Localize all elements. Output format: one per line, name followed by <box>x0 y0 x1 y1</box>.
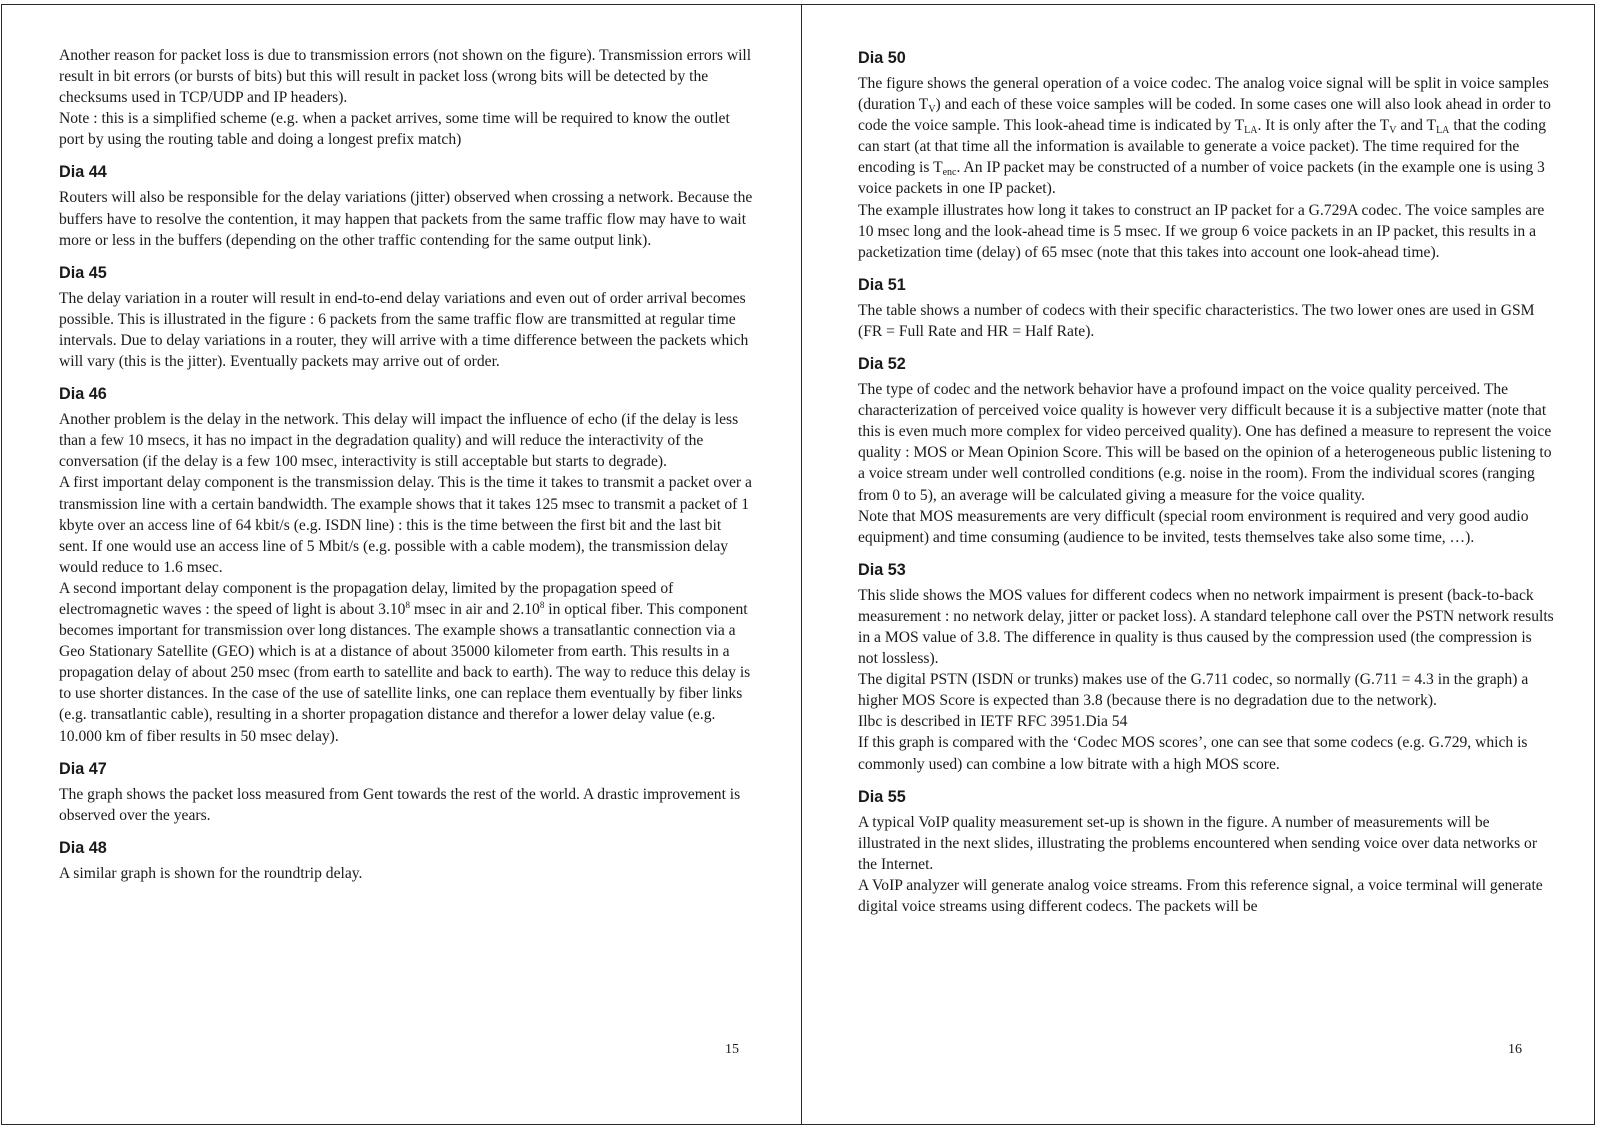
heading-dia-45: Dia 45 <box>59 263 107 282</box>
heading-dia-51: Dia 51 <box>858 275 906 294</box>
paragraph: Another problem is the delay in the network. This delay will impact the influence of echo (if the delay is less than a few 10 msecs, it has no impact in the degradation quality) and will reduce the interactivity of the conversation (if the delay is a few 100 msec, interactivity is still acceptable but starts to degrade). <box>59 411 739 471</box>
superscript: 8 <box>539 599 545 610</box>
paragraph: A typical VoIP quality measurement set-up is shown in the figure. A number of measurements will be illustrated in the next slides, illustrating the problems encountered when sending voice over data networks or the Internet. <box>858 813 1538 873</box>
heading-dia-47: Dia 47 <box>59 759 107 778</box>
subscript: V <box>928 104 936 116</box>
section-dia-55 <box>858 787 1554 917</box>
heading-dia-55: Dia 55 <box>858 787 906 806</box>
paragraph: The graph shows the packet loss measured from Gent towards the rest of the world. A drastic improvement is observed over the years. <box>59 785 741 824</box>
heading-dia-46: Dia 46 <box>59 385 107 404</box>
text-run: . An IP packet may be constructed of a number of voice packets (in the example one is using 3 voice packets in one IP packet). <box>858 159 1545 198</box>
section-dia-51 <box>858 275 1554 342</box>
paragraph: The digital PSTN (ISDN or trunks) makes use of the G.711 codec, so normally (G.711 = 4.3 in the graph) a higher MOS Score is expected than 3.8 (because there is no degradation due to the network). <box>858 671 1529 710</box>
text-run: . It is only after the T <box>1257 117 1390 135</box>
intro-paragraph: Another reason for packet loss is due to transmission errors (not shown on the figure). Transmission errors will result in bit errors (or bursts of bits) but this will result in packet loss (wrong bits will be detected by the checksums used in TCP/UDP and IP headers). <box>59 47 752 107</box>
paragraph: The delay variation in a router will result in end-to-end delay variations and even out of order arrival becomes possible. This is illustrated in the figure : 6 packets from the same traffic flow are transmitted at regular time intervals. Due to delay variations in a router, they will arrive with a time difference between the packets which will vary (this is the jitter). Eventually packets may arrive out of order. <box>59 289 749 371</box>
subscript: V <box>1389 125 1397 137</box>
paragraph: This slide shows the MOS values for different codecs when no network impairment is present (back-to-back measurement : no network delay, jitter or packet loss). A standard telephone call over the PSTN network results in a MOS value of 3.8. The difference in quality is thus caused by the compression used (the compression is not lossless). <box>858 586 1554 668</box>
page-right-content <box>858 45 1554 917</box>
intro-note: Note : this is a simplified scheme (e.g. when a packet arrives, some time will be required to know the outlet port by using the routing table and doing a longest prefix match) <box>59 110 730 149</box>
page-number: 15 <box>725 1042 739 1057</box>
paragraph: A VoIP analyzer will generate analog voice streams. From this reference signal, a voice terminal will generate digital voice streams using different codecs. The packets will be <box>858 876 1543 915</box>
heading-dia-52: Dia 52 <box>858 355 906 374</box>
superscript: 8 <box>405 599 410 610</box>
paragraph: If this graph is compared with the ‘Codec MOS scores’, one can see that some codecs (e.g. G.729, which is commonly used) can combine a low bitrate with a high MOS score. <box>858 734 1528 773</box>
paragraph: A similar graph is shown for the roundtrip delay. <box>59 864 363 882</box>
page-number: 16 <box>1508 1042 1522 1057</box>
intro-section <box>59 45 753 150</box>
heading-dia-53: Dia 53 <box>858 560 906 579</box>
section-dia-44 <box>59 162 753 250</box>
paragraph: Note that MOS measurements are very difficult (special room environment is required and very good audio equipment) and time consuming (audience to be invited, tests themselves take also some time, …). <box>858 507 1529 546</box>
paragraph: The table shows a number of codecs with their specific characteristics. The two lower ones are used in GSM (FR = Full Rate and HR = Half Rate). <box>858 301 1535 340</box>
subscript: LA <box>1244 125 1258 137</box>
text-run: msec in air and 2.10 <box>409 600 540 618</box>
paragraph: The example illustrates how long it takes to construct an IP packet for a G.729A codec. The voice samples are 10 msec long and the look-ahead time is 5 msec. If we group 6 voice packets in an IP packet, this results in a packetization time (delay) of 65 msec (note that this takes into account one look-ahead time). <box>858 201 1545 261</box>
subscript: LA <box>1436 125 1450 137</box>
text-run: that the coding can start (at that time all the information is available to generate a voice packet). The time required for the encoding is T <box>858 117 1546 177</box>
paragraph-propagation <box>59 578 753 747</box>
paragraph-codec <box>858 73 1554 200</box>
text-run: ) and each of these voice samples will be coded. In some cases one will also look ahead in order to code the voice sample. This look-ahead time is indicated by T <box>858 96 1551 135</box>
text-run: The figure shows the general operation of a voice codec. The analog voice signal will be split in voice samples (duration T <box>858 75 1549 114</box>
heading-dia-50: Dia 50 <box>858 49 906 67</box>
section-dia-52 <box>858 354 1554 548</box>
text-run: in optical fiber. This component becomes important for transmission over long distances. The example shows a transatlantic connection via a Geo Stationary Satellite (GEO) which is at a distance of about 35000 kilometer from earth. This results in a propagation delay of about 250 msec (from earth to satellite and back to earth). The way to reduce this delay is to use shorter distances. In the case of the use of satellite links, one can replace them eventually by fiber links (e.g. transatlantic cable), resulting in a shorter propagation distance and therefor a lower delay value (e.g. 10.000 km of fiber results in 50 msec delay). <box>59 600 751 745</box>
section-dia-45 <box>59 263 753 372</box>
section-dia-47 <box>59 759 753 826</box>
paragraph: A first important delay component is the transmission delay. This is the time it takes to transmit a packet over a transmission line with a certain bandwidth. The example shows that it takes 125 msec to transmit a packet of 1 kbyte over an access line of 64 kbit/s (e.g. ISDN line) : this is the time between the first bit and the last bit sent. If one would use an access line of 5 Mbit/s (e.g. possible with a cable modem), the transmission delay would reduce to 1.6 msec. <box>59 474 752 576</box>
section-dia-48 <box>59 838 753 884</box>
paragraph: Ilbc is described in IETF RFC 3951.Dia 54 <box>858 713 1128 731</box>
text-run: A second important delay component is the propagation delay, limited by the propagation speed of electromagnetic waves : the speed of light is about 3.10 <box>59 579 674 618</box>
section-dia-50 <box>858 48 1554 263</box>
section-dia-53 <box>858 560 1554 775</box>
page-left <box>2 5 801 1124</box>
paragraph: Routers will also be responsible for the delay variations (jitter) observed when crossing a network. Because the buffers have to resolve the contention, it may happen that packets from the same traffic flow may have to wait more or less in the buffers (depending on the other traffic contending for the same output link). <box>59 189 753 249</box>
text-run: and T <box>1396 117 1437 135</box>
page-right <box>802 5 1594 1124</box>
heading-dia-44: Dia 44 <box>59 163 107 182</box>
heading-dia-48: Dia 48 <box>59 838 107 857</box>
page-left-content <box>59 45 753 884</box>
section-dia-46 <box>59 384 753 747</box>
paragraph: The type of codec and the network behavior have a profound impact on the voice quality perceived. The characterization of perceived voice quality is however very difficult because it is a subjective matter (note that this is even much more complex for video perceived quality). One has defined a measure to represent the voice quality : MOS or Mean Opinion Score. This will be based on the opinion of a heterogeneous public listening to a voice stream under well controlled conditions (e.g. noise in the room). From the individual scores (ranging from 0 to 5), an average will be calculated giving a measure for the voice quality. <box>858 381 1552 504</box>
subscript: enc <box>942 167 957 179</box>
document-spread <box>1 4 1595 1125</box>
